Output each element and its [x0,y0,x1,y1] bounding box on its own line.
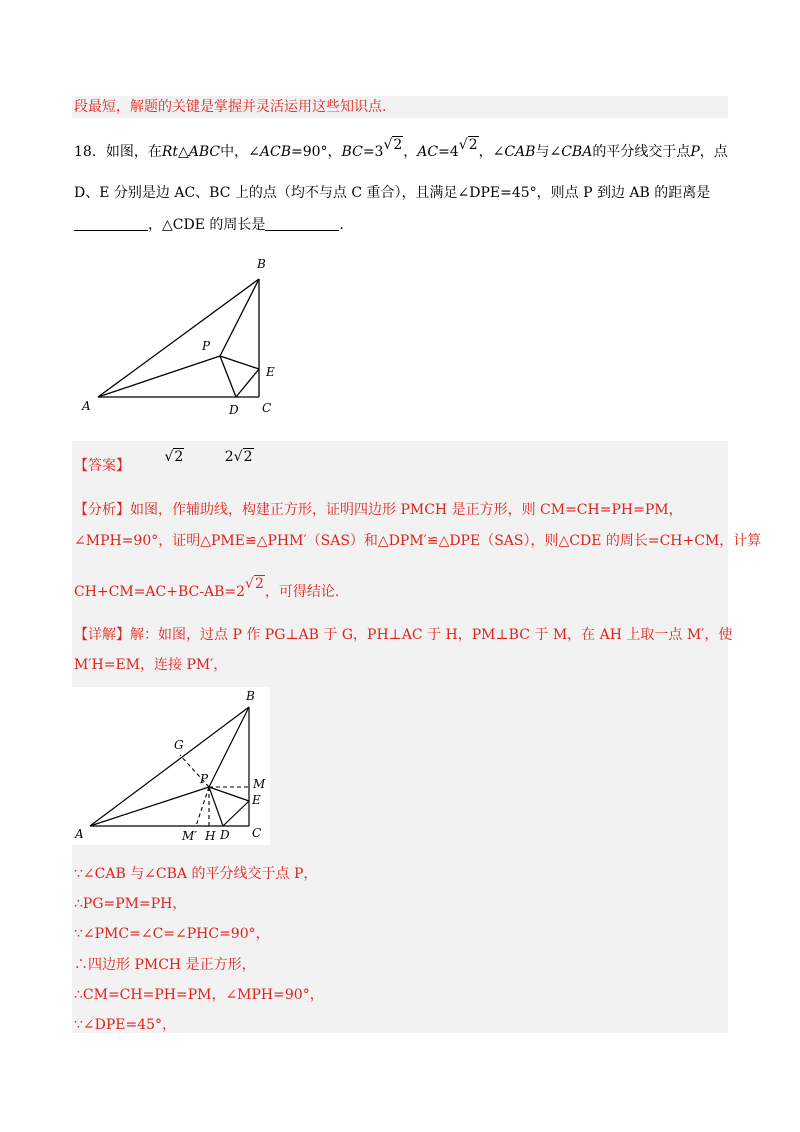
detail-text: 解：如图，过点 P 作 PG⊥AB 于 G，PH⊥AC 于 H，PM⊥BC 于 M，在 AH 上取一点 M′，使 [130,627,733,643]
q-text: 中，∠ [220,144,260,160]
step-5: ∴CM=CH=PH=PM，∠MPH=90°， [74,987,324,1003]
sqrt-radicand: 2 [254,576,264,592]
answer-value-2 [225,449,254,465]
q-text: 的平分线交于点 [592,144,691,160]
segment-bp [209,707,249,787]
q-math: P [690,144,700,160]
q-text: 18．如图，在 [74,144,162,160]
segment-pe [220,356,259,369]
segment-ab [90,707,249,826]
label-m: M [253,777,266,791]
sqrt-radicand: 2 [468,137,478,153]
sqrt-radicand: 2 [243,449,253,465]
q-text: =3 [362,144,384,160]
q-text: ，△CDE 的周长是 [148,217,266,233]
label-c: C [252,826,262,840]
label-e: E [252,793,261,807]
step-2: ∴PG=PM=PH， [74,896,187,912]
label-e: E [266,365,275,379]
segment-pd [220,356,236,397]
q-text: ， [403,144,418,160]
label-a: A [75,827,84,841]
q-text: 与∠ [535,144,562,160]
coefficient: 2 [224,449,234,465]
q-text: . [339,217,344,233]
analysis-tag: 【分析】 [74,502,130,518]
label-p: P [200,772,209,786]
question-line-3 [74,215,344,235]
answer-line [74,449,253,476]
label-b: B [257,257,266,271]
segment-pe [209,787,249,801]
analysis-text: ，可得结论. [264,584,340,600]
label-c: C [262,401,272,415]
segment-de [236,369,259,397]
step-3: ∵∠PMC=∠C=∠PHC=90°， [74,926,270,942]
sqrt-radicand: 2 [174,449,184,465]
sqrt-radicand: 2 [393,137,403,153]
q-text: =90°， [291,144,342,160]
q-math: ACB [259,144,291,160]
label-p: P [202,339,211,353]
analysis-line-3 [74,576,340,602]
analysis-line-1 [74,500,683,520]
segment-ap [90,787,209,826]
sqrt-symbol: √2 [383,137,403,153]
answer-value-1 [164,447,184,467]
label-g: G [174,738,184,752]
question-line-2: D、E 分别是边 AC、BC 上的点（均不与点 C 重合），且满足∠DPE=45°，则点 P 到边 AB 的距离是 [74,185,711,201]
figure-2-construction [72,687,270,845]
q-text: =4 [438,144,459,160]
answer-blank-2[interactable] [265,216,339,231]
label-d: D [229,403,239,417]
detail-line-1 [74,625,732,645]
label-b: B [246,689,255,703]
step-1: ∵∠CAB 与∠CBA 的平分线交于点 P， [74,866,318,882]
detail-line-2: M′H=EM，连接 PM′， [74,657,228,673]
q-math: CBA [561,144,593,160]
q-math: AC [417,144,439,160]
figure-1-triangle [78,252,298,424]
step-6: ∵∠DPE=45°， [74,1017,177,1033]
analysis-text: CH+CM=AC+BC-AB=2 [74,584,246,600]
q-text: ，∠ [478,144,505,160]
intro-text: 段最短，解题的关键是掌握并灵活运用这些知识点. [74,99,387,115]
analysis-line-2: ∠MPH=90°，证明△PME≌△PHM′（SAS）和△DPM′≌△DPE（SAS），则△CDE 的周长=CH+CM，计算 [74,533,762,549]
sqrt-symbol: √2 [458,137,478,153]
answer-blank-1[interactable] [74,216,148,231]
q-math: Rt△ABC [161,144,221,160]
sqrt-sign: √ [164,449,174,465]
segment-ap [98,356,220,397]
sqrt-symbol: √2 [245,576,264,592]
sqrt-symbol [234,447,254,467]
segment-pd [209,787,223,826]
analysis-text: 如图，作辅助线，构建正方形，证明四边形 PMCH 是正方形，则 CM=CH=PH=PM， [130,502,683,518]
q-math: CAB [504,144,536,160]
answer-tag: 【答案】 [74,458,130,474]
sqrt-sign: √ [233,449,243,465]
segment-ab [98,279,259,397]
label-a: A [82,399,91,413]
detail-tag: 【详解】 [74,627,130,643]
q-math: BC [341,144,363,160]
label-m-prime: M′ [182,829,198,843]
segment-bp [220,279,259,356]
label-h: H [205,829,216,843]
q-text: ，点 [699,144,728,160]
label-d: D [220,828,230,842]
segment-de [223,801,249,826]
segment-pm-prime [196,787,209,826]
step-4: ∴四边形 PMCH 是正方形， [74,957,256,973]
question-line-1 [74,137,728,162]
